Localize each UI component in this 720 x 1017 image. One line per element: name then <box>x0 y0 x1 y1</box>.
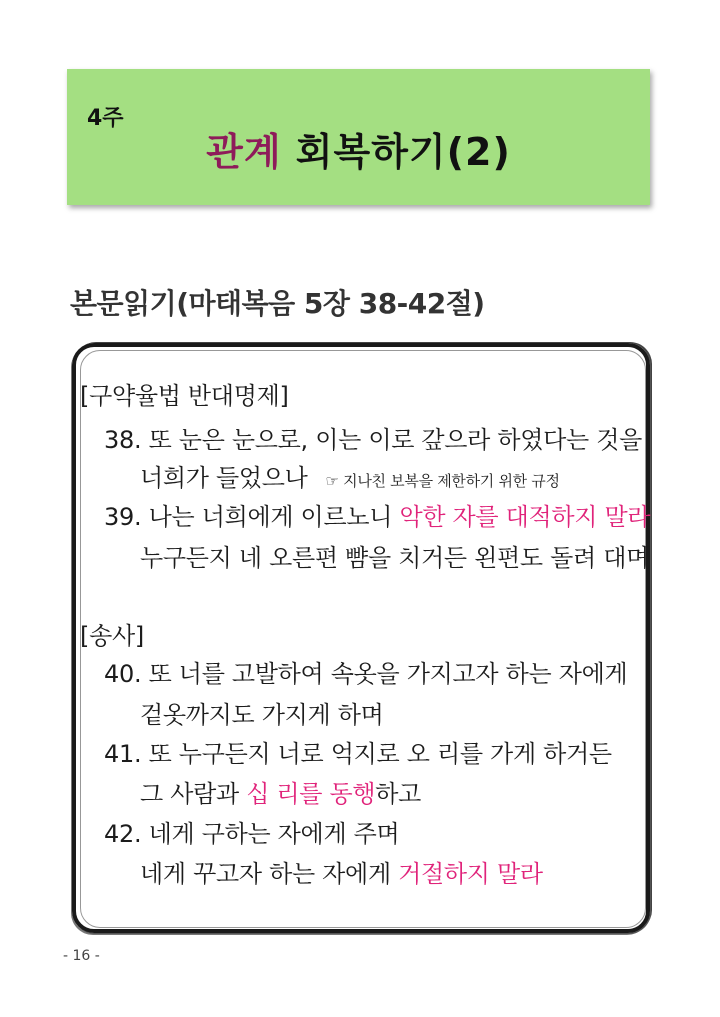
verse-41-line-2-post: 하고 <box>375 780 422 808</box>
verse-38-line-1: 38. 또 눈은 눈으로, 이는 이로 갚으라 하였다는 것을 <box>104 426 643 454</box>
verse-38-line-2 <box>140 458 560 493</box>
title-rest: 회복하기(2) <box>281 130 511 174</box>
page-number: - 16 - <box>63 948 100 964</box>
verse-38-line-2-text: 너희가 들었으나 <box>140 464 308 492</box>
week-label: 4주 <box>87 106 124 131</box>
verse-39-line-1-text: 39. 나는 너희에게 이르노니 <box>104 503 400 531</box>
verse-39-highlight: 악한 자를 대적하지 말라 <box>399 503 651 531</box>
verse-42-line-2-pre: 네게 꾸고자 하는 자에게 <box>140 860 399 888</box>
verse-41-line-1: 41. 또 누구든지 너로 억지로 오 리를 가게 하거든 <box>104 740 612 768</box>
verse-42-line-2 <box>140 854 543 889</box>
verse-40-line-2: 겉옷까지도 가지게 하며 <box>140 701 384 729</box>
title-accent: 관계 <box>206 130 282 174</box>
verse-41-line-2-pre: 그 사람과 <box>140 780 247 808</box>
page-title <box>67 121 650 176</box>
verse-39-line-1 <box>104 497 650 532</box>
verse-41-highlight: 십 리를 동행 <box>246 780 376 808</box>
subheading-antitheses: [구약율법 반대명제] <box>80 382 289 410</box>
subheading-lawsuit: [송사] <box>80 622 144 650</box>
verse-38-note: ☞ 지나친 보복을 제한하기 위한 규정 <box>325 472 560 490</box>
verse-42-line-1: 42. 네게 구하는 자에게 주며 <box>104 820 400 848</box>
verse-40-line-1: 40. 또 너를 고발하여 속옷을 가지고자 하는 자에게 <box>104 660 628 688</box>
title-banner <box>67 69 650 205</box>
verse-42-highlight: 거절하지 말라 <box>398 860 543 888</box>
verse-39-line-2: 누구든지 네 오른편 뺨을 치거든 왼편도 돌려 대며 <box>140 544 649 572</box>
section-heading: 본문읽기(마태복음 5장 38-42절) <box>70 287 485 320</box>
verse-41-line-2 <box>140 774 421 809</box>
